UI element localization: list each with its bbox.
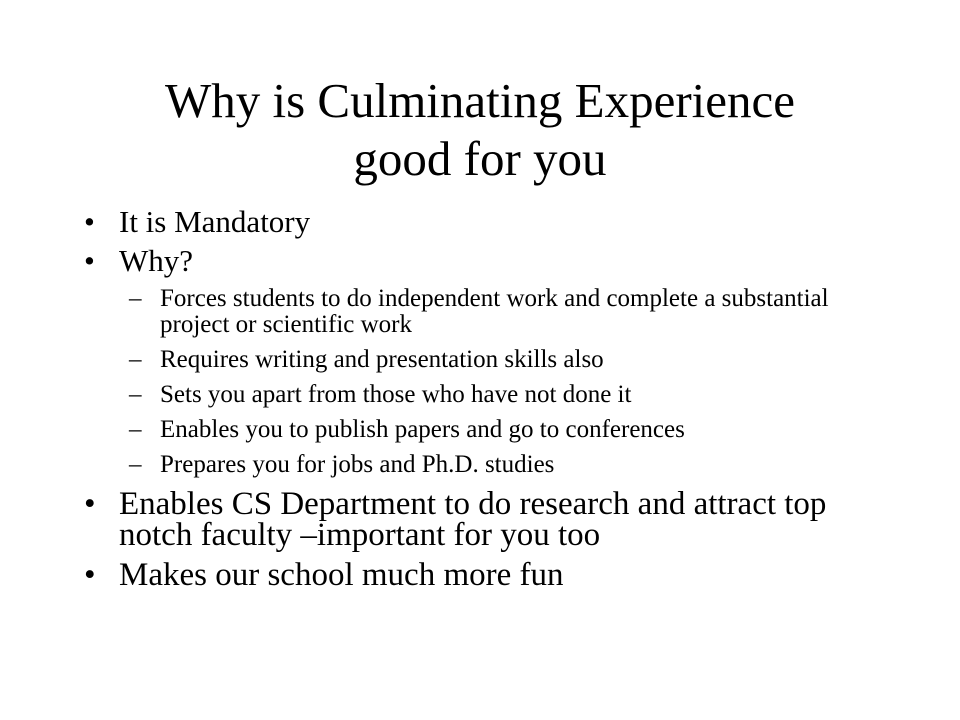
title-line-1: Why is Culminating Experience [164,73,796,128]
bullet-icon: • [84,557,96,593]
dash-icon: – [129,285,142,312]
bullet-icon: • [84,204,95,239]
bullet-item [84,557,884,593]
sub-bullet-item [84,286,884,338]
bullet-item [84,204,884,239]
slide-body [84,204,884,600]
bullet-item [84,243,884,278]
bullet-text: Enables CS Department to do research and attract top notch faculty –important for you too [119,486,827,553]
sub-bullet-item [84,382,884,408]
sub-bullet-item [84,347,884,373]
bullet-text: Makes our school much more fun [119,557,564,593]
bullet-icon: • [84,486,96,522]
bullet-text: Why? [119,243,194,278]
title-line-2: good for you [353,131,607,186]
sub-bullet-text: Enables you to publish papers and go to conferences [160,416,685,443]
dash-icon: – [129,451,142,478]
sub-bullet-text: Prepares you for jobs and Ph.D. studies [160,451,555,478]
slide-title [80,72,880,188]
sub-bullet-item [84,417,884,443]
dash-icon: – [129,346,142,373]
bullet-item [84,486,884,553]
sub-bullet-list [84,286,884,478]
dash-icon: – [129,416,142,443]
sub-bullet-text: Forces students to do independent work and complete a substantial project or scientific work [160,285,829,338]
dash-icon: – [129,381,142,408]
sub-bullet-text: Sets you apart from those who have not done it [160,381,632,408]
sub-bullet-item [84,452,884,478]
bullet-icon: • [84,243,95,278]
bullet-text: It is Mandatory [119,204,311,239]
sub-bullet-text: Requires writing and presentation skills also [160,346,604,373]
